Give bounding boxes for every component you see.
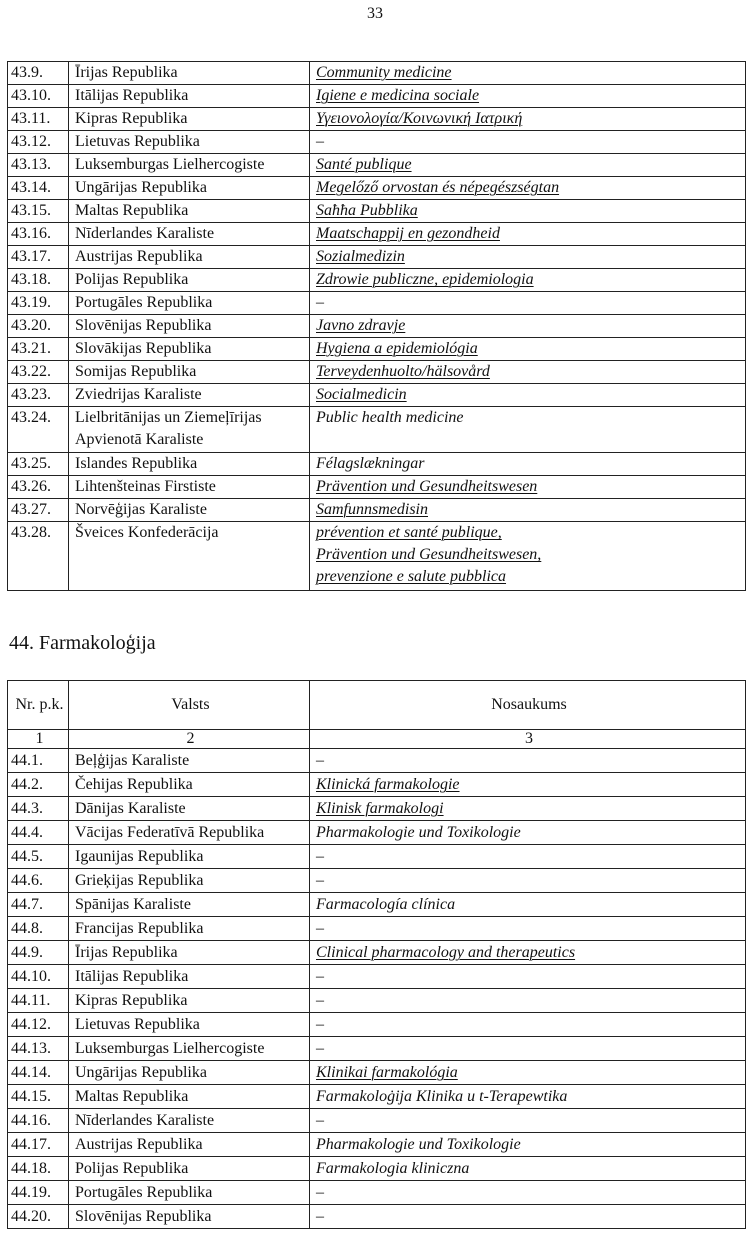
table-row <box>8 821 746 845</box>
table-row <box>8 223 746 246</box>
column-number: 3 <box>310 730 746 749</box>
specialty-name: Farmakoloġija Klinika u t-Terapewtika <box>316 1088 568 1105</box>
specialty-name-line1: prévention et santé publique, <box>316 524 502 541</box>
row-number: 43.16. <box>8 223 69 246</box>
country-name: Nīderlandes Karaliste <box>75 1112 215 1129</box>
country-name: Vācijas Federatīvā Republika <box>75 824 265 841</box>
specialty-name: Community medicine <box>316 64 452 81</box>
row-number: 43.11. <box>8 108 69 131</box>
country-name: Ungārijas Republika <box>75 1064 207 1081</box>
specialty-name: Klinikai farmakológia <box>316 1064 458 1081</box>
page-number: 33 <box>367 5 383 22</box>
specialty-name: – <box>316 1040 324 1057</box>
specialty-name: – <box>316 968 324 985</box>
specialty-name: Prävention und Gesundheitswesen <box>316 478 538 495</box>
country-name: Spānijas Karaliste <box>75 896 191 913</box>
row-number: 43.27. <box>8 499 69 522</box>
specialty-name: Samfunnsmedisin <box>316 501 428 518</box>
row-number: 44.11. <box>8 989 69 1013</box>
row-number: 43.12. <box>8 131 69 154</box>
column-header-name: Nosaukums <box>310 681 746 730</box>
specialty-name: Megelőző orvostan és népegészségtan <box>316 179 560 196</box>
section-title: 44. Farmakoloģija <box>9 632 156 654</box>
specialty-name: Terveydenhuolto/hälsovård <box>316 363 490 380</box>
table-row <box>8 361 746 384</box>
table-row <box>8 499 746 522</box>
table-row <box>8 338 746 361</box>
specialty-name: – <box>316 920 324 937</box>
table-row <box>8 522 746 591</box>
country-name: Kipras Republika <box>75 992 188 1009</box>
table-row <box>8 246 746 269</box>
country-name: Īrijas Republika <box>75 64 178 81</box>
country-name: Polijas Republika <box>75 1160 189 1177</box>
table-row <box>8 893 746 917</box>
country-name: Lietuvas Republika <box>75 133 200 150</box>
specialty-name-line2: Prävention und Gesundheitswesen, <box>316 546 542 563</box>
column-number: 2 <box>69 730 310 749</box>
row-number: 44.6. <box>8 869 69 893</box>
table-row <box>8 965 746 989</box>
specialty-name: Zdrowie publiczne, epidemiologia <box>316 271 534 288</box>
row-number: 44.9. <box>8 941 69 965</box>
row-number: 44.4. <box>8 821 69 845</box>
country-name: Itālijas Republika <box>75 87 189 104</box>
row-number: 44.15. <box>8 1085 69 1109</box>
table-row <box>8 384 746 407</box>
table-row <box>8 453 746 476</box>
table-row <box>8 941 746 965</box>
table-row <box>8 200 746 223</box>
country-name: Nīderlandes Karaliste <box>75 225 215 242</box>
country-name: Islandes Republika <box>75 455 198 472</box>
row-number: 43.21. <box>8 338 69 361</box>
table-row <box>8 62 746 85</box>
row-number: 43.10. <box>8 85 69 108</box>
row-number: 44.8. <box>8 917 69 941</box>
row-number: 44.10. <box>8 965 69 989</box>
row-number: 44.12. <box>8 1013 69 1037</box>
specialty-name: – <box>316 294 324 311</box>
country-name: Portugāles Republika <box>75 294 213 311</box>
specialty-name: – <box>316 872 324 889</box>
row-number: 43.23. <box>8 384 69 407</box>
table-row <box>8 108 746 131</box>
specialty-name: – <box>316 133 324 150</box>
row-number: 43.13. <box>8 154 69 177</box>
specialty-name: Pharmakologie und Toxikologie <box>316 824 521 841</box>
row-number: 44.18. <box>8 1157 69 1181</box>
row-number: 44.2. <box>8 773 69 797</box>
specialty-table-43 <box>7 61 746 591</box>
specialty-name: – <box>316 1112 324 1129</box>
row-number: 44.1. <box>8 749 69 773</box>
country-name: Austrijas Republika <box>75 1136 203 1153</box>
row-number: 44.13. <box>8 1037 69 1061</box>
country-name: Šveices Konfederācija <box>75 524 219 541</box>
country-name: Slovākijas Republika <box>75 340 212 357</box>
country-name: Čehijas Republika <box>75 776 193 793</box>
country-name: Kipras Republika <box>75 110 188 127</box>
table-row <box>8 1085 746 1109</box>
specialty-name: – <box>316 1016 324 1033</box>
specialty-name: Farmacología clínica <box>316 896 456 913</box>
country-name: Luksemburgas Lielhercogiste <box>75 1040 265 1057</box>
country-name: Portugāles Republika <box>75 1184 213 1201</box>
table-row <box>8 1061 746 1085</box>
country-name: Beļģijas Karaliste <box>75 752 190 769</box>
specialty-name: – <box>316 1184 324 1201</box>
table-row <box>8 1205 746 1229</box>
specialty-name: Clinical pharmacology and therapeutics <box>316 944 576 961</box>
country-name: Norvēģijas Karaliste <box>75 501 207 518</box>
specialty-name: Klinisk farmakologi <box>316 800 444 817</box>
column-number: 1 <box>8 730 69 749</box>
specialty-table-44 <box>7 680 746 1229</box>
row-number: 44.7. <box>8 893 69 917</box>
country-name: Lietuvas Republika <box>75 1016 200 1033</box>
specialty-name: Socialmedicin <box>316 386 407 403</box>
row-number: 44.5. <box>8 845 69 869</box>
row-number: 43.19. <box>8 292 69 315</box>
table-row <box>8 1133 746 1157</box>
table-row <box>8 1181 746 1205</box>
row-number: 43.26. <box>8 476 69 499</box>
row-number: 44.17. <box>8 1133 69 1157</box>
row-number: 43.15. <box>8 200 69 223</box>
row-number: 44.14. <box>8 1061 69 1085</box>
specialty-name: Public health medicine <box>316 409 464 426</box>
column-numbers-row <box>8 730 746 749</box>
row-number: 44.3. <box>8 797 69 821</box>
country-name: Lihtenšteinas Firstiste <box>75 478 216 495</box>
row-number: 44.16. <box>8 1109 69 1133</box>
specialty-name: – <box>316 992 324 1009</box>
table-row <box>8 917 746 941</box>
specialty-name: Pharmakologie und Toxikologie <box>316 1136 521 1153</box>
country-name: Austrijas Republika <box>75 248 203 265</box>
country-name: Dānijas Karaliste <box>75 800 186 817</box>
row-number: 43.24. <box>8 407 69 453</box>
specialty-name: Farmakologia kliniczna <box>316 1160 470 1177</box>
table-row <box>8 476 746 499</box>
specialty-name: Υγειονολογία/Κοινωνική Ιατρική <box>316 110 523 127</box>
table-row <box>8 869 746 893</box>
table-header-row <box>8 681 746 730</box>
row-number: 43.22. <box>8 361 69 384</box>
table-row <box>8 407 746 453</box>
specialty-name: – <box>316 752 324 769</box>
table-row <box>8 845 746 869</box>
row-number: 43.25. <box>8 453 69 476</box>
country-name: Īrijas Republika <box>75 944 178 961</box>
specialty-name: – <box>316 1208 324 1225</box>
specialty-name: Javno zdravje <box>316 317 406 334</box>
country-name: Zviedrijas Karaliste <box>75 386 202 403</box>
row-number: 43.17. <box>8 246 69 269</box>
table-row <box>8 797 746 821</box>
row-number: 44.20. <box>8 1205 69 1229</box>
table-row <box>8 269 746 292</box>
row-number: 43.18. <box>8 269 69 292</box>
country-name-line2: Apvienotā Karaliste <box>75 431 204 448</box>
table-row <box>8 292 746 315</box>
specialty-name: Saħħa Pubblika <box>316 202 418 219</box>
specialty-name-line3: prevenzione e salute pubblica <box>316 568 507 585</box>
row-number: 43.14. <box>8 177 69 200</box>
table-row <box>8 177 746 200</box>
row-number: 43.20. <box>8 315 69 338</box>
country-name: Slovēnijas Republika <box>75 1208 212 1225</box>
country-name: Igaunijas Republika <box>75 848 204 865</box>
country-name: Luksemburgas Lielhercogiste <box>75 156 265 173</box>
specialty-name: Santé publique <box>316 156 412 173</box>
row-number: 43.28. <box>8 522 69 591</box>
country-name: Ungārijas Republika <box>75 179 207 196</box>
row-number: 44.19. <box>8 1181 69 1205</box>
table-row <box>8 1037 746 1061</box>
specialty-name: Félagslækningar <box>316 455 425 472</box>
column-header-nr: Nr. p.k. <box>8 681 69 730</box>
specialty-name: Sozialmedizin <box>316 248 405 265</box>
table-row <box>8 131 746 154</box>
country-name: Itālijas Republika <box>75 968 189 985</box>
table-row <box>8 773 746 797</box>
table-row <box>8 1109 746 1133</box>
table-row <box>8 1157 746 1181</box>
country-name: Francijas Republika <box>75 920 204 937</box>
specialty-name: Hygiena a epidemiológia <box>316 340 478 357</box>
column-header-country: Valsts <box>69 681 310 730</box>
country-name: Somijas Republika <box>75 363 197 380</box>
country-name: Grieķijas Republika <box>75 872 204 889</box>
specialty-name: Igiene e medicina sociale <box>316 87 480 104</box>
specialty-name: – <box>316 848 324 865</box>
table-row <box>8 315 746 338</box>
country-name: Maltas Republika <box>75 1088 189 1105</box>
table-row <box>8 154 746 177</box>
specialty-name: Maatschappij en gezondheid <box>316 225 500 242</box>
table-row <box>8 1013 746 1037</box>
row-number: 43.9. <box>8 62 69 85</box>
country-name: Slovēnijas Republika <box>75 317 212 334</box>
specialty-name: Klinická farmakologie <box>316 776 460 793</box>
country-name: Polijas Republika <box>75 271 189 288</box>
country-name-line1: Lielbritānijas un Ziemeļīrijas <box>75 409 262 426</box>
table-row <box>8 989 746 1013</box>
table-row <box>8 749 746 773</box>
table-row <box>8 85 746 108</box>
country-name: Maltas Republika <box>75 202 189 219</box>
